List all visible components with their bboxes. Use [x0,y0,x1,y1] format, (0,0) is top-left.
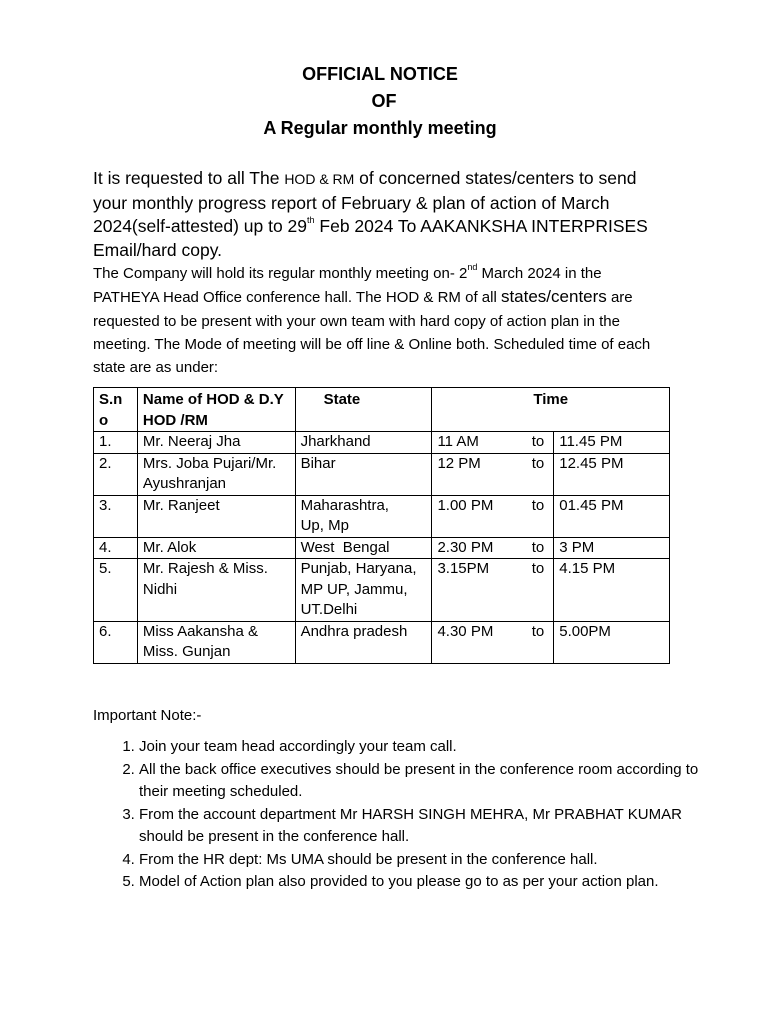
cell-time-from [432,432,554,454]
meeting-text-3: are requested to be present with your own team with hard copy of action plan in the meeting. The Mode of meeting will be off line & Online both. Scheduled time of each state are as under: [93,289,651,377]
list-item: 4. From the HR dept: Ms UMA should be present in the conference hall. [139,849,719,872]
cell-name: Mrs. Joba Pujari/Mr. Ayushranjan [137,453,295,495]
intro-text-2: of concerned states/centers to send your monthly progress report of February & plan of action of March 2024(self-attested) up to 29 [93,168,637,236]
cell-sno: 4. [94,537,138,559]
time-to: to [531,538,545,556]
cell-time-from [432,621,554,663]
cell-state: Bihar [295,453,432,495]
time-start: 11 AM [437,433,479,450]
time-start: 2.30 PM [437,538,494,556]
schedule-header-row [94,388,670,432]
cell-time-until: 01.45 PM [554,495,670,537]
table-row [94,537,670,559]
meeting-text-2: March 2024 in the PATHEYA Head Office conference hall. The HOD & RM of all [93,265,602,307]
cell-time-from [432,495,554,537]
intro-superscript: th [307,215,315,226]
cell-state: Punjab, Haryana, MP UP, Jammu, UT.Delhi [295,559,432,622]
header-time: Time [432,388,670,432]
meeting-paragraph [93,262,671,379]
notice-title: OFFICIAL NOTICE [302,64,458,84]
cell-sno: 1. [94,432,138,454]
intro-hod-rm: HOD & RM [284,171,355,187]
important-note-label: Important Note:- [93,707,202,724]
table-row [94,495,670,537]
notice-title-of: OF [371,91,397,111]
table-row [94,453,670,495]
meeting-states-centers: states/centers [500,287,607,307]
cell-state: Jharkhand [295,432,432,454]
cell-name: Mr. Ranjeet [137,495,295,537]
meeting-superscript: nd [467,262,478,272]
list-item: 1. Join your team head accordingly your team call. [139,736,719,759]
intro-text-3: Feb 2024 To AAKANKSHA INTERPRISES Email/hard copy. [93,216,648,260]
time-start: 4.30 PM [437,622,494,640]
intro-text-1: It is requested to all The [93,168,285,188]
important-notes-list [93,736,719,894]
list-item: 3. From the account department Mr HARSH SINGH MEHRA, Mr PRABHAT KUMAR should be present in the conference hall. [139,804,719,849]
cell-name: Miss Aakansha & Miss. Gunjan [137,621,295,663]
cell-sno: 2. [94,453,138,495]
schedule-table [93,387,670,664]
cell-sno: 6. [94,621,138,663]
time-to: to [531,454,545,472]
cell-time-from [432,453,554,495]
cell-time-until: 12.45 PM [554,453,670,495]
cell-time-until: 5.00PM [554,621,670,663]
cell-name: Mr. Alok [137,537,295,559]
cell-state: Andhra pradesh [295,621,432,663]
cell-time-from [432,537,554,559]
time-to: to [531,560,545,577]
header-name: Name of HOD & D.Y HOD /RM [137,388,295,432]
header-state: State [295,388,432,432]
time-to: to [531,622,545,640]
table-row [94,621,670,663]
cell-state: West Bengal [295,537,432,559]
list-item: 5. Model of Action plan also provided to you please go to as per your action plan. [139,871,719,894]
header-sno: S.n o [94,388,138,432]
table-row [94,432,670,454]
cell-state: Maharashtra, Up, Mp [295,495,432,537]
time-start: 12 PM [437,454,481,472]
meeting-text-1: The Company will hold its regular monthly meeting on- 2 [93,265,468,282]
cell-time-until: 3 PM [554,537,670,559]
cell-time-until: 4.15 PM [554,559,670,622]
time-start: 1.00 PM [437,496,494,514]
time-start: 3.15PM [437,560,490,577]
cell-sno: 5. [94,559,138,622]
table-row [94,559,670,622]
cell-name: Mr. Rajesh & Miss. Nidhi [137,559,295,622]
notice-subtitle: A Regular monthly meeting [263,118,497,138]
intro-paragraph [93,167,668,262]
cell-time-from [432,559,554,622]
time-to: to [531,433,545,450]
cell-name: Mr. Neeraj Jha [137,432,295,454]
cell-sno: 3. [94,495,138,537]
list-item: 2. All the back office executives should be present in the conference room according to their meeting scheduled. [139,759,719,804]
cell-time-until: 11.45 PM [554,432,670,454]
time-to: to [531,496,545,514]
